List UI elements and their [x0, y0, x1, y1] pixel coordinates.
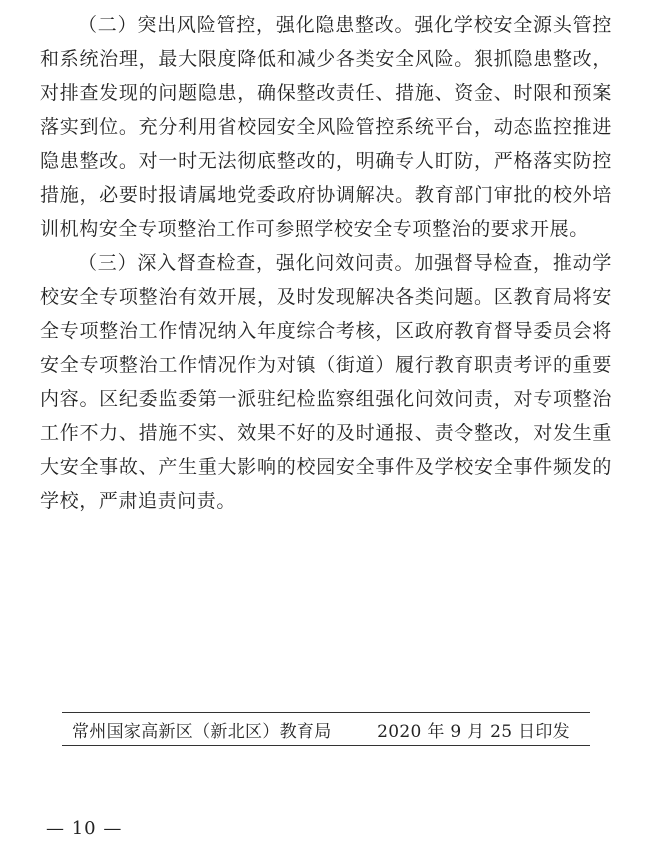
- document-body: [40, 8, 612, 518]
- page-number: — 10 —: [46, 818, 123, 839]
- paragraph-inspection-accountability: （三）深入督查检查，强化问效问责。加强督导检查，推动学校安全专项整治有效开展，及时发现解决各类问题。区教育局将安全专项整治工作情况纳入年度综合考核，区政府教育督导委员会将安全专项整治工作情况作为对镇（街道）履行教育职责考评的重要内容。区纪委监委第一派驻纪检监察组强化问效问责，对专项整治工作不力、措施不实、效果不好的及时通报、责令整改，对发生重大安全事故、产生重大影响的校园安全事件及学校安全事件频发的学校，严肃追责问责。: [40, 252, 612, 512]
- footer-row: [72, 716, 570, 742]
- footer-bottom-rule: [62, 745, 590, 746]
- issuer-name: 常州国家高新区（新北区）教育局: [72, 721, 332, 742]
- footer-top-rule: [62, 712, 590, 713]
- issuance-footer: [62, 712, 590, 748]
- paragraph-risk-control: （二）突出风险管控，强化隐患整改。强化学校安全源头管控和系统治理，最大限度降低和减少各类安全风险。狠抓隐患整改，对排查发现的问题隐患，确保整改责任、措施、资金、时限和预案落实到位。充分利用省校园安全风险管控系统平台，动态监控推进隐患整改。对一时无法彻底整改的，明确专人盯防，严格落实防控措施，必要时报请属地党委政府协调解决。教育部门审批的校外培训机构安全专项整治工作可参照学校安全专项整治的要求开展。: [40, 14, 612, 240]
- issue-date: 2020 年 9 月 25 日印发: [377, 721, 570, 742]
